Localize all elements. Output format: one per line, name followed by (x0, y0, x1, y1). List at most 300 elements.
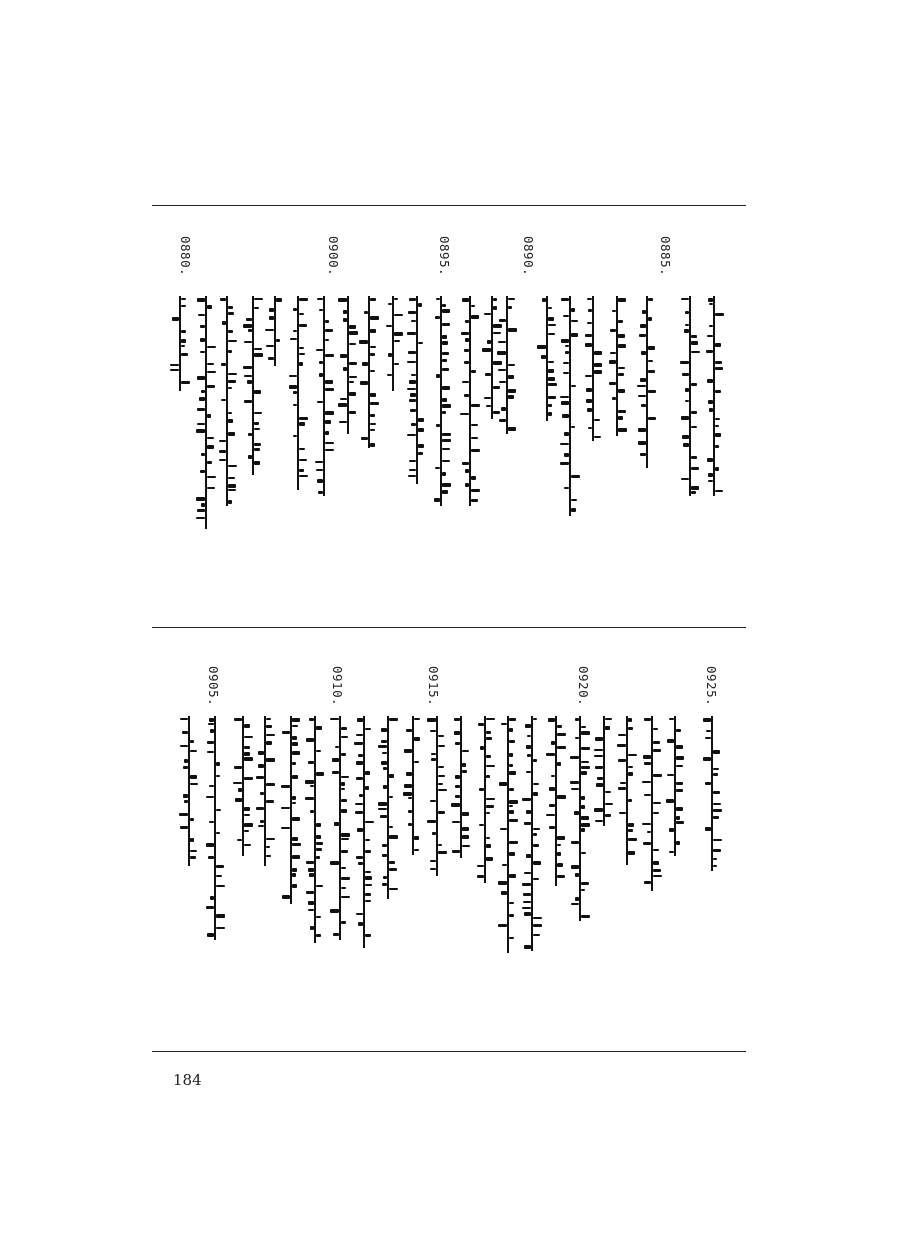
glyph-stroke (442, 433, 451, 436)
glyph-stroke (691, 486, 699, 490)
glyph-stroke (557, 746, 566, 749)
glyph-stroke (334, 822, 339, 826)
text-stroke (363, 716, 365, 948)
glyph-stroke (708, 400, 713, 404)
glyph-stroke (196, 497, 205, 501)
glyph-stroke (370, 298, 376, 301)
glyph-stroke (713, 858, 717, 860)
glyph-stroke (541, 355, 546, 359)
line-number: 0925. (704, 666, 719, 707)
glyph-stroke (612, 397, 616, 400)
glyph-stroke (708, 298, 713, 302)
glyph-stroke (281, 785, 290, 788)
glyph-stroke (431, 758, 436, 761)
glyph-stroke (462, 835, 469, 839)
glyph-stroke (438, 783, 443, 785)
glyph-stroke (382, 752, 387, 754)
glyph-stroke (442, 352, 449, 355)
glyph-stroke (381, 761, 387, 765)
glyph-stroke (190, 818, 194, 821)
glyph-stroke (382, 844, 387, 847)
glyph-stroke (254, 412, 262, 414)
glyph-stroke (715, 467, 719, 471)
glyph-stroke (462, 381, 469, 383)
glyph-stroke (414, 849, 419, 851)
glyph-stroke (557, 836, 565, 840)
glyph-stroke (486, 805, 494, 808)
glyph-stroke (430, 868, 436, 870)
glyph-stroke (418, 452, 423, 455)
glyph-stroke (201, 390, 205, 393)
glyph-stroke (282, 895, 290, 899)
glyph-stroke (715, 361, 722, 364)
glyph-stroke (406, 772, 412, 776)
glyph-stroke (685, 400, 689, 402)
glyph-stroke (648, 346, 655, 350)
glyph-stroke (309, 718, 314, 721)
mongolian-text-column (706, 296, 722, 496)
glyph-stroke (354, 742, 363, 745)
glyph-stroke (509, 819, 518, 822)
glyph-stroke (258, 764, 264, 768)
glyph-stroke (609, 382, 616, 385)
glyph-stroke (210, 729, 214, 733)
glyph-stroke (341, 727, 347, 730)
glyph-stroke (299, 469, 304, 472)
glyph-stroke (581, 796, 585, 800)
glyph-stroke (462, 298, 469, 302)
glyph-stroke (640, 378, 646, 382)
glyph-stroke (200, 351, 205, 353)
glyph-stroke (618, 344, 626, 348)
glyph-stroke (628, 772, 633, 776)
glyph-stroke (683, 443, 689, 447)
glyph-stroke (339, 421, 347, 423)
glyph-stroke (340, 398, 347, 400)
glyph-stroke (180, 745, 188, 747)
text-stroke (339, 716, 341, 940)
glyph-stroke (618, 734, 626, 736)
glyph-stroke (325, 380, 333, 384)
glyph-stroke (486, 405, 491, 407)
glyph-stroke (509, 728, 513, 732)
glyph-stroke (618, 320, 623, 323)
glyph-stroke (471, 404, 480, 407)
glyph-stroke (170, 369, 179, 371)
glyph-stroke (551, 741, 555, 745)
glyph-stroke (564, 432, 569, 436)
glyph-stroke (408, 351, 416, 354)
glyph-stroke (464, 394, 469, 397)
glyph-stroke (618, 759, 626, 762)
glyph-stroke (522, 883, 531, 886)
glyph-stroke (560, 443, 569, 445)
glyph-stroke (709, 408, 713, 412)
glyph-stroke (571, 788, 579, 790)
mongolian-text-column (609, 296, 625, 436)
glyph-stroke (432, 832, 436, 835)
glyph-stroke (557, 762, 561, 766)
glyph-stroke (669, 718, 674, 720)
glyph-stroke (643, 842, 651, 845)
mongolian-text-column (245, 296, 261, 475)
glyph-stroke (383, 767, 387, 770)
glyph-stroke (325, 320, 329, 323)
glyph-stroke (486, 812, 490, 814)
mongolian-text-column (385, 296, 401, 391)
glyph-stroke (207, 363, 214, 365)
glyph-stroke (365, 893, 371, 896)
mongolian-text-column (433, 296, 449, 506)
glyph-stroke (482, 348, 491, 352)
glyph-stroke (389, 718, 398, 721)
glyph-stroke (411, 423, 416, 426)
glyph-stroke (485, 373, 491, 376)
glyph-stroke (299, 362, 303, 366)
glyph-stroke (282, 731, 290, 734)
glyph-stroke (498, 924, 507, 927)
glyph-stroke (198, 314, 205, 316)
glyph-stroke (685, 324, 689, 326)
glyph-stroke (197, 376, 205, 380)
glyph-stroke (306, 891, 314, 894)
glyph-stroke (596, 783, 603, 787)
glyph-stroke (200, 338, 205, 342)
glyph-stroke (237, 839, 242, 841)
glyph-stroke (587, 298, 592, 300)
glyph-stroke (316, 916, 321, 918)
glyph-stroke (182, 731, 188, 734)
glyph-stroke (355, 811, 363, 814)
glyph-stroke (293, 330, 297, 332)
glyph-stroke (254, 298, 263, 300)
glyph-stroke (207, 437, 214, 439)
glyph-stroke (244, 752, 250, 756)
glyph-stroke (208, 723, 214, 725)
glyph-stroke (642, 823, 651, 825)
glyph-stroke (292, 725, 298, 727)
glyph-stroke (642, 781, 651, 783)
glyph-stroke (620, 782, 626, 784)
glyph-stroke (597, 777, 603, 780)
glyph-stroke (310, 785, 314, 787)
glyph-stroke (524, 945, 531, 949)
glyph-stroke (509, 805, 513, 807)
glyph-stroke (676, 821, 684, 824)
glyph-stroke (509, 937, 514, 939)
glyph-stroke (653, 812, 659, 814)
glyph-stroke (708, 480, 713, 482)
glyph-stroke (451, 803, 460, 807)
mongolian-text-column (453, 716, 469, 858)
glyph-stroke (575, 718, 579, 721)
glyph-stroke (430, 730, 436, 732)
glyph-stroke (333, 933, 339, 936)
glyph-stroke (509, 800, 518, 804)
glyph-stroke (266, 758, 275, 762)
glyph-stroke (581, 761, 589, 763)
text-stroke (274, 296, 276, 366)
glyph-stroke (201, 453, 205, 456)
glyph-stroke (292, 718, 300, 722)
glyph-stroke (341, 799, 347, 802)
glyph-stroke (676, 789, 683, 792)
glyph-stroke (207, 461, 212, 464)
glyph-stroke (486, 844, 491, 848)
text-stroke (469, 296, 471, 506)
glyph-stroke (365, 871, 371, 873)
glyph-stroke (586, 388, 592, 392)
glyph-stroke (715, 418, 720, 420)
glyph-stroke (436, 298, 440, 300)
glyph-stroke (461, 332, 469, 335)
glyph-stroke (533, 844, 539, 847)
glyph-stroke (618, 389, 625, 393)
glyph-stroke (644, 718, 651, 721)
glyph-stroke (210, 896, 214, 900)
glyph-stroke (394, 314, 403, 316)
glyph-stroke (471, 489, 480, 492)
glyph-stroke (358, 754, 363, 757)
glyph-stroke (409, 298, 416, 301)
glyph-stroke (462, 763, 466, 767)
glyph-stroke (349, 381, 354, 383)
glyph-stroke (292, 868, 297, 872)
glyph-stroke (292, 751, 300, 755)
glyph-stroke (499, 782, 507, 786)
glyph-stroke (653, 741, 660, 744)
glyph-stroke (247, 380, 252, 384)
glyph-stroke (360, 381, 368, 385)
glyph-stroke (581, 882, 589, 885)
glyph-stroke (571, 320, 578, 322)
line-number: 0920. (576, 666, 591, 707)
glyph-stroke (709, 303, 713, 305)
glyph-stroke (648, 417, 656, 420)
glyph-stroke (537, 345, 546, 349)
glyph-stroke (341, 877, 350, 880)
mongolian-text-column (307, 716, 323, 943)
glyph-stroke (378, 745, 387, 748)
line-number: 0880. (178, 236, 193, 277)
glyph-stroke (335, 746, 339, 748)
glyph-stroke (641, 351, 646, 355)
glyph-stroke (207, 445, 214, 449)
glyph-stroke (581, 823, 590, 827)
glyph-stroke (244, 830, 249, 832)
glyph-stroke (549, 826, 555, 829)
glyph-stroke (523, 893, 531, 896)
glyph-stroke (628, 766, 633, 768)
glyph-stroke (713, 773, 718, 776)
mongolian-text-column (267, 296, 283, 366)
glyph-stroke (713, 803, 721, 805)
mongolian-text-column (548, 716, 564, 886)
glyph-stroke (462, 845, 470, 847)
glyph-stroke (338, 403, 347, 407)
glyph-stroke (548, 324, 556, 326)
glyph-stroke (409, 380, 416, 384)
glyph-stroke (365, 786, 369, 790)
glyph-stroke (581, 889, 585, 891)
mongolian-text-column (172, 296, 188, 391)
glyph-stroke (266, 800, 274, 803)
glyph-stroke (248, 433, 252, 436)
glyph-stroke (442, 448, 450, 450)
glyph-stroke (407, 332, 416, 335)
glyph-stroke (200, 325, 205, 328)
glyph-stroke (648, 317, 652, 321)
glyph-stroke (527, 735, 531, 737)
glyph-stroke (341, 788, 345, 790)
glyph-stroke (442, 323, 450, 326)
mongolian-text-column (405, 716, 421, 855)
glyph-stroke (465, 483, 469, 487)
glyph-stroke (305, 780, 314, 784)
glyph-stroke (619, 812, 626, 814)
glyph-stroke (522, 907, 531, 909)
glyph-stroke (498, 369, 506, 371)
bottom-rule (152, 1051, 746, 1052)
glyph-stroke (216, 875, 222, 877)
glyph-stroke (508, 395, 514, 399)
text-stroke (226, 296, 228, 506)
glyph-stroke (359, 340, 368, 344)
glyph-stroke (172, 317, 179, 321)
glyph-stroke (533, 934, 540, 936)
glyph-stroke (316, 842, 323, 845)
glyph-stroke (349, 325, 356, 329)
glyph-stroke (319, 309, 323, 311)
glyph-stroke (308, 868, 314, 872)
glyph-stroke (197, 423, 205, 425)
glyph-stroke (435, 316, 440, 319)
glyph-stroke (407, 434, 416, 436)
text-stroke (507, 716, 509, 953)
mongolian-text-column (198, 296, 214, 529)
glyph-stroke (493, 306, 497, 310)
glyph-stroke (254, 422, 259, 425)
glyph-stroke (585, 334, 592, 337)
glyph-stroke (628, 851, 635, 855)
glyph-stroke (330, 861, 339, 865)
glyph-stroke (269, 316, 274, 320)
glyph-stroke (477, 875, 484, 878)
glyph-stroke (571, 426, 575, 428)
glyph-stroke (190, 856, 196, 859)
glyph-stroke (462, 812, 469, 816)
glyph-stroke (325, 339, 329, 341)
glyph-stroke (594, 749, 603, 751)
glyph-stroke (316, 772, 324, 776)
glyph-stroke (207, 751, 214, 753)
glyph-stroke (571, 865, 579, 869)
glyph-stroke (527, 754, 531, 757)
glyph-stroke (442, 404, 451, 408)
glyph-stroke (653, 749, 661, 752)
glyph-stroke (358, 922, 363, 926)
glyph-stroke (387, 374, 392, 376)
glyph-stroke (411, 374, 416, 376)
glyph-stroke (442, 304, 446, 307)
glyph-stroke (499, 419, 506, 422)
glyph-stroke (343, 310, 347, 314)
glyph-stroke (228, 306, 233, 309)
glyph-stroke (292, 873, 296, 877)
glyph-stroke (216, 914, 225, 918)
glyph-stroke (260, 792, 264, 795)
glyph-stroke (575, 873, 579, 877)
mongolian-text-column (181, 716, 197, 866)
glyph-stroke (571, 333, 578, 337)
glyph-stroke (299, 313, 304, 315)
glyph-stroke (316, 885, 323, 887)
text-stroke (323, 296, 325, 496)
glyph-stroke (389, 796, 393, 798)
glyph-stroke (442, 359, 447, 362)
glyph-stroke (564, 453, 569, 457)
glyph-stroke (370, 414, 375, 417)
glyph-stroke (706, 730, 711, 732)
glyph-stroke (357, 718, 363, 722)
glyph-stroke (382, 883, 387, 886)
line-number: 0885. (658, 236, 673, 277)
glyph-stroke (715, 313, 724, 316)
glyph-stroke (362, 362, 368, 366)
glyph-stroke (201, 503, 205, 507)
glyph-stroke (310, 926, 314, 930)
glyph-stroke (228, 412, 232, 414)
glyph-stroke (442, 335, 447, 339)
glyph-stroke (703, 718, 711, 722)
glyph-stroke (308, 901, 314, 905)
glyph-stroke (618, 787, 626, 790)
mongolian-text-column (340, 296, 356, 434)
glyph-stroke (628, 829, 633, 832)
glyph-stroke (370, 370, 375, 372)
glyph-stroke (349, 392, 356, 396)
glyph-stroke (221, 399, 226, 401)
glyph-stroke (244, 844, 251, 846)
glyph-stroke (442, 490, 448, 494)
glyph-stroke (549, 804, 555, 807)
glyph-stroke (557, 725, 562, 728)
glyph-stroke (588, 309, 592, 312)
glyph-stroke (676, 816, 680, 820)
glyph-stroke (370, 353, 375, 356)
glyph-stroke (370, 329, 376, 333)
glyph-stroke (471, 437, 478, 439)
glyph-stroke (548, 361, 554, 363)
glyph-stroke (653, 849, 659, 851)
glyph-stroke (341, 776, 349, 778)
glyph-stroke (486, 731, 491, 734)
glyph-stroke (653, 869, 661, 872)
line-number: 0905. (206, 666, 221, 707)
glyph-stroke (707, 379, 713, 383)
glyph-stroke (442, 472, 446, 476)
glyph-stroke (713, 768, 719, 770)
glyph-stroke (442, 341, 448, 345)
glyph-stroke (471, 424, 478, 426)
glyph-stroke (228, 489, 236, 491)
glyph-stroke (648, 298, 653, 301)
glyph-stroke (319, 373, 323, 377)
glyph-stroke (561, 298, 569, 301)
glyph-stroke (471, 305, 475, 307)
glyph-stroke (389, 868, 397, 871)
text-stroke (179, 296, 181, 391)
